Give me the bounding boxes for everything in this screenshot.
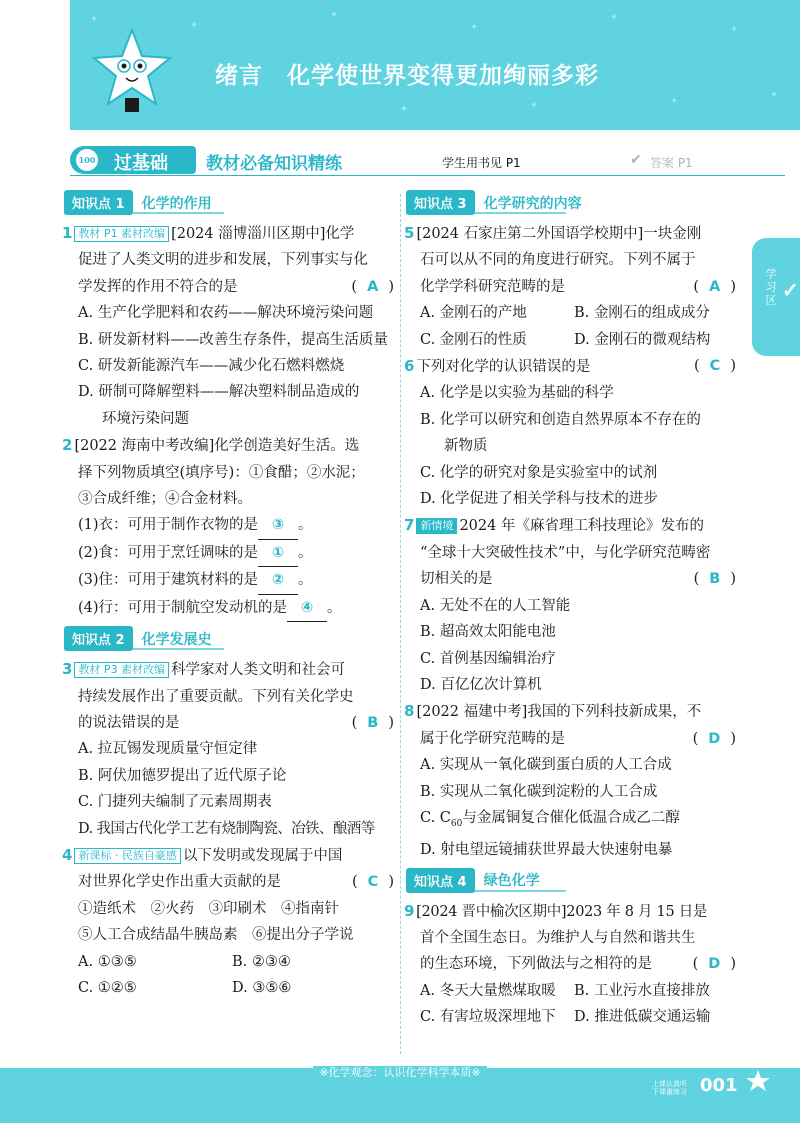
logo-icon: 100 [74,147,100,173]
subscript: 60 [450,818,463,829]
option-c [406,805,736,837]
section-subtitle: 教材必备知识精练 [206,154,342,174]
question-7 [406,512,736,698]
star-decoration-icon: ✦ [770,90,779,101]
question-text: 择下列物质填空(填序号)：①食醋；②水泥； [78,464,365,481]
option-a: A. 金刚石的产地 [420,305,527,322]
question-text: 科学家对人类文明和社会可 [171,662,346,679]
answer-value: A [367,278,379,295]
sub-question: (3)住：可用于建筑材料的是 [78,572,259,589]
option-a: A. 生产化学肥料和农药——解决环境污染问题 [78,305,374,322]
sub-question: (2)食：可用于烹饪调味的是 [78,544,259,561]
kp-badge: 知识点 4 [406,868,475,893]
question-number: 6 [404,357,415,376]
kp-title: 化学研究的内容 [483,195,582,212]
star-mascot-icon [92,26,172,116]
side-tab[interactable] [752,238,800,356]
question-text: 促进了人类文明的进步和发展，下列事实与化 [78,252,368,269]
question-text: [2022 福建中考]我国的下列科技新成果，不 [416,704,702,721]
option-d: D. 我国古代化学工艺有烧制陶瓷、冶铁、酿酒等 [78,820,375,837]
footer-slogan: 上课认真听 下课重练习 [652,1080,687,1096]
star-decoration-icon: ✦ [470,22,479,33]
option-c: C. 金刚石的性质 [420,331,527,348]
source-tag: 教材 P1 素材改编 [74,226,169,242]
star-mascot-icon [744,1069,772,1093]
answer-bracket: ( D ) [692,956,736,973]
question-3 [64,656,394,842]
question-number: 9 [404,901,415,920]
answer-bracket: ( A ) [351,278,394,295]
question-4 [64,842,394,1001]
option-d: D. 化学促进了相关学科与技术的进步 [420,491,658,508]
knowledge-point-2 [64,626,394,652]
question-text: 石可以从不同的角度进行研究。下列不属于 [420,252,696,269]
option-a: A. ①③⑤ [78,953,137,970]
option-c: C. 化学的研究对象是实验室中的试剂 [420,464,658,481]
kp-badge: 知识点 3 [406,190,475,215]
answer-value: C [709,358,721,375]
answer-ref: 答案 P1 [650,156,693,170]
option-c: C. 首例基因编辑治疗 [420,650,556,667]
question-number: 1 [62,224,73,242]
answer-blank: ② [258,567,298,594]
question-text: 学发挥的作用不符合的是 [78,278,238,295]
sub-question: (1)衣：可用于制作衣物的是 [78,517,259,534]
option-b: B. 实现从二氧化碳到淀粉的人工合成 [420,783,658,800]
star-decoration-icon: ✦ [610,12,619,23]
question-8 [406,698,736,863]
question-number: 8 [404,702,415,721]
left-column [64,190,394,1001]
question-1 [64,220,394,432]
star-decoration-icon: ✦ [670,96,679,107]
answer-value: D [708,956,721,973]
star-decoration-icon: ✦ [90,14,99,25]
knowledge-point-1 [64,190,394,216]
option-a: A. 拉瓦锡发现质量守恒定律 [78,741,258,758]
answer-value: B [367,714,379,731]
section-bar [70,144,785,176]
answer-bracket: ( C ) [352,874,394,891]
option-a: A. 化学是以实验为基础的科学 [420,385,614,402]
option-b: B. 研发新材料——改善生存条件，提高生活质量 [78,331,388,348]
kp-title: 化学的作用 [141,195,212,212]
check-icon: ✔ [630,152,642,168]
page-header [0,0,800,130]
option-b: B. 化学可以研究和创造自然界原本不存在的 [420,411,701,428]
page-number: 001 [700,1075,738,1096]
option-b: B. 超高效太阳能电池 [420,624,556,641]
answer-value: C [367,874,379,891]
answer-bracket: ( C ) [694,358,736,375]
option-a: A. 实现从一氧化碳到蛋白质的人工合成 [420,757,672,774]
section-name: 过基础 [114,153,168,174]
kp-badge: 知识点 1 [64,190,133,215]
answer-bracket: ( D ) [692,730,736,747]
answer-blank: ① [258,540,298,567]
question-text: 的生态环境，下列做法与之相符的是 [420,956,652,973]
answer-value: B [709,571,721,588]
question-text: 属于化学研究范畴的是 [420,730,565,747]
star-decoration-icon: ✦ [730,24,739,35]
question-text: 切相关的是 [420,571,493,588]
right-column [406,190,736,1031]
question-text: 对世界化学史作出重大贡献的是 [78,874,281,891]
page-title: 绪言 化学使世界变得更加绚丽多彩 [215,63,599,89]
question-text: 持续发展作出了重要贡献。下列有关化学史 [78,688,354,705]
section-divider [70,175,785,176]
option-b: B. 工业污水直接排放 [574,982,710,999]
footer-motto [0,1064,800,1080]
option-d: D. 研制可降解塑料——解决塑料制品造成的 [78,384,360,401]
question-9 [406,898,736,1031]
question-number: 5 [404,224,415,242]
side-tab-label: 学习区 [764,268,777,307]
answer-bracket: ( B ) [351,714,394,731]
star-decoration-icon: ✦ [400,104,409,115]
option-b: B. ②③④ [232,953,291,970]
option-c: C. 有害垃圾深埋地下 [420,1009,556,1026]
source-tag: 教材 P3 素材改编 [74,662,169,678]
answer-value: D [708,730,721,747]
column-divider [400,194,401,1054]
answer-bracket: ( A ) [693,278,736,295]
option-b: B. 阿伏加德罗提出了近代原子论 [78,767,287,784]
question-number: 2 [62,436,73,455]
option-d: D. ③⑤⑥ [232,979,292,996]
question-text: 下列对化学的认识错误的是 [416,359,591,376]
section-badge [70,146,196,174]
option-d: D. 射电望远镜捕获世界最大快速射电暴 [420,842,673,859]
kp-badge: 知识点 2 [64,626,133,651]
question-text: [2024 石家庄第二外国语学校期中]一块金刚 [416,226,702,242]
answer-blank: ④ [287,595,327,622]
star-decoration-icon: ✦ [330,10,339,21]
knowledge-point-3 [406,190,736,216]
answer-bracket: ( B ) [693,571,736,588]
answer-blank: ③ [258,512,298,539]
knowledge-point-4 [406,868,736,894]
question-text: 以下发明或发现属于中国 [182,847,343,864]
option-c-text: 与金属铜复合催化低温合成乙二醇 [462,809,680,826]
question-6 [406,353,736,512]
option-a: A. 冬天大量燃煤取暖 [420,982,556,999]
question-text: 的说法错误的是 [78,714,180,731]
option-c: C. 门捷列夫编制了元素周期表 [78,794,272,811]
option-d: D. 金刚石的微观结构 [574,331,711,348]
student-book-ref: 学生用书见 P1 [442,156,521,170]
kp-title: 化学发展史 [141,631,212,648]
source-tag: 新情境 [416,518,457,534]
question-text: ③合成纤维；④合金材料。 [78,491,252,508]
option-c: C. 研发新能源汽车——减少化石燃料燃烧 [78,358,345,375]
option-d-continued: 环境污染问题 [102,410,189,427]
sub-question: (4)行：可用于制航空发动机的是 [78,599,288,616]
answer-value: A [709,278,721,295]
option-b-continued: 新物质 [444,438,488,455]
question-5 [406,220,736,353]
question-text: “全球十大突破性技术”中，与化学研究范畴密 [420,544,711,561]
check-icon: ✓ [782,278,799,302]
question-text: [2024 淄博淄川区期中]化学 [171,226,355,242]
footer-motto-text: ※化学观念：认识化学科学本质※ [313,1066,486,1079]
question-text: ⑤人工合成结晶牛胰岛素 ⑥提出分子学说 [78,927,354,944]
question-text: 化学学科研究范畴的是 [420,278,565,295]
question-number: 4 [62,845,73,864]
star-decoration-icon: ✦ [530,100,539,111]
question-text: 2024 年《麻省理工科技理论》发布的 [459,518,704,535]
kp-title: 绿色化学 [483,873,540,890]
source-tag: 新课标 · 民族自豪感 [74,848,181,864]
option-a: A. 无处不在的人工智能 [420,597,571,614]
question-text: [2022 海南中考改编]化学创造美好生活。选 [74,438,360,455]
option-c-label: C. C [420,809,451,826]
question-text: [2024 晋中榆次区期中]2023 年 8 月 15 日是 [416,903,708,920]
question-text: ①造纸术 ②火药 ③印刷术 ④指南针 [78,900,339,917]
star-decoration-icon: ✦ [190,20,199,31]
question-number: 7 [404,516,415,535]
option-b: B. 金刚石的组成成分 [574,305,710,322]
option-c: C. ①②⑤ [78,979,137,996]
option-d: D. 百亿亿次计算机 [420,676,542,693]
question-number: 3 [62,660,73,679]
question-text: 首个全国生态日。为维护人与自然和谐共生 [420,930,696,947]
option-d: D. 推进低碳交通运输 [574,1009,711,1026]
question-2: 2 [2022 海南中考改编]化学创造美好生活。选 择下列物质填空(填序号)：①食醋；②水泥； ③合成纤维；④合金材料。 (1)衣：可用于制作衣物的是 ③ 。 (2)食：可用于烹饪调味的是 ① 。 (3)住：可用于建筑材料的是 ② 。 (4)行：可用于制航空发动机的是 ④ 。 [64,432,394,622]
